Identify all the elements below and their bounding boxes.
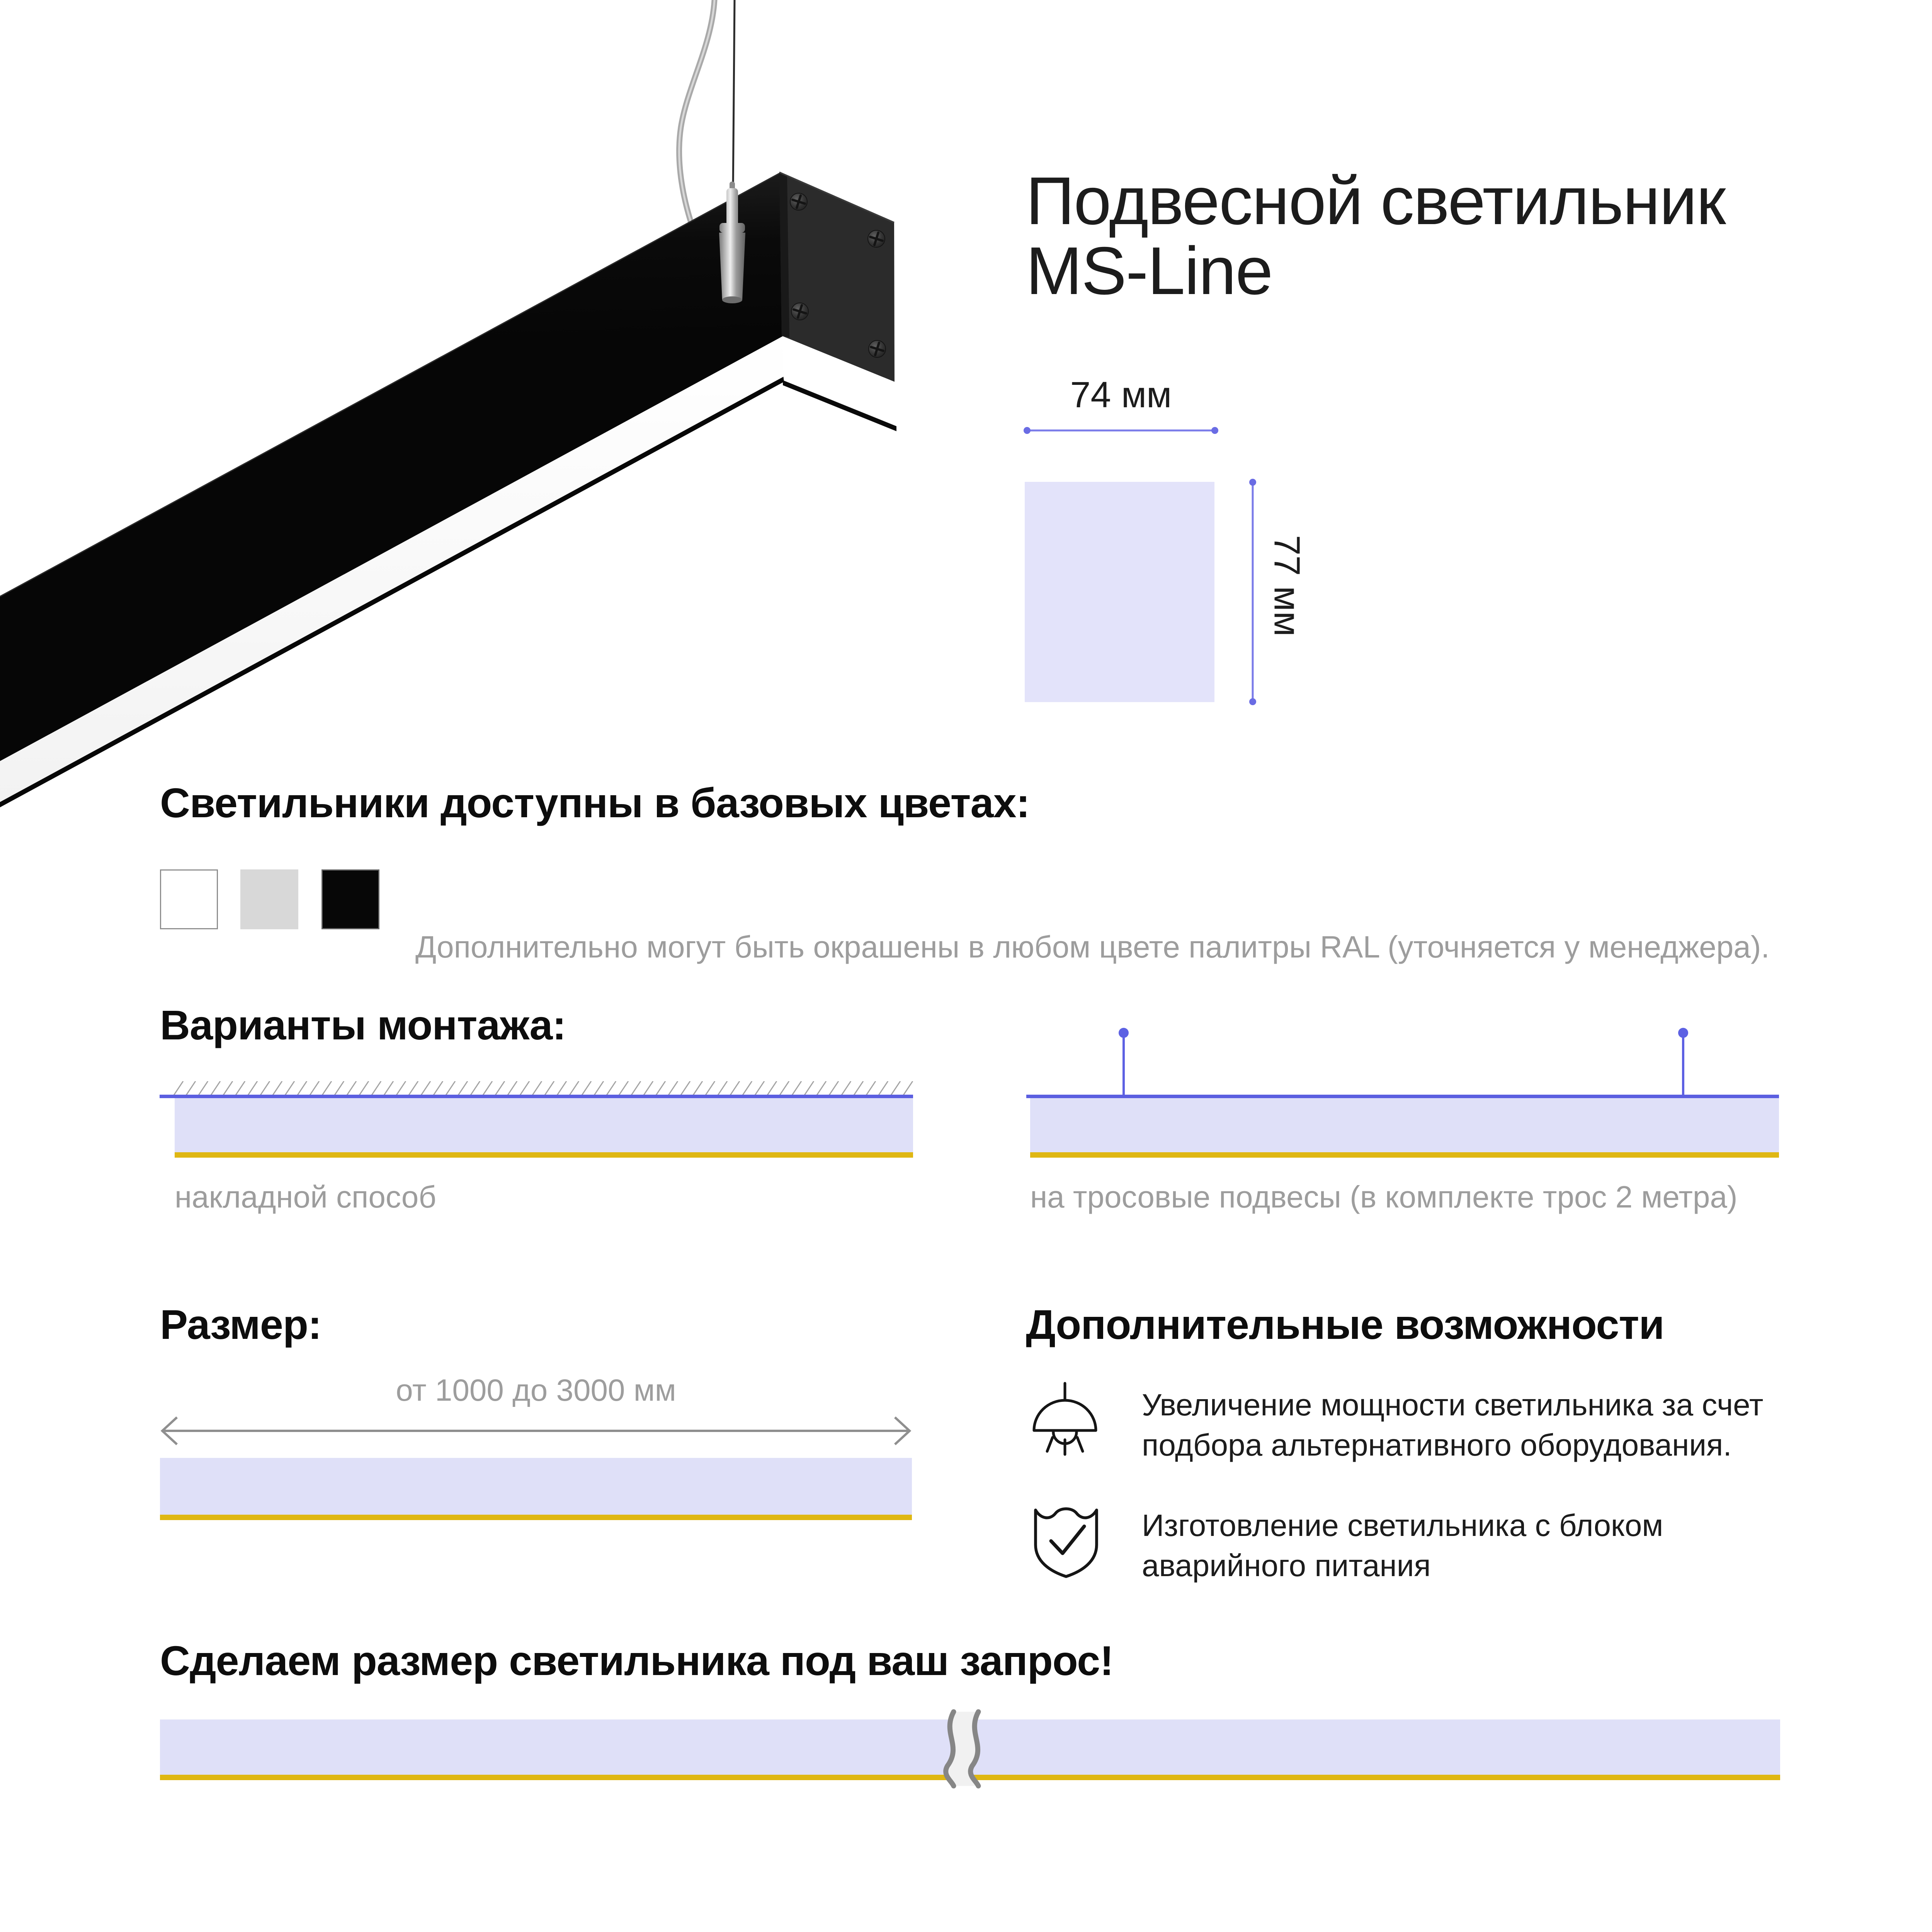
width-dimension-line [1022,423,1220,438]
feature-text-line: подбора альтернативного оборудования. [1142,1428,1732,1462]
feature-text [1142,1505,1663,1586]
height-dimension-line [1245,478,1260,706]
lamp-bar [175,1098,913,1152]
features-section-heading: Дополнительные возможности [1026,1301,1664,1348]
page-title-line2: MS-Line [1026,233,1272,309]
size-range-arrow [160,1415,912,1447]
mounting-section-heading: Варианты монтажа: [160,1002,566,1048]
feature-text-line: Увеличение мощности светильника за счет [1142,1388,1764,1422]
color-swatch-gray [240,869,298,929]
bar-break-icon [931,1707,1001,1789]
lamp-bar [1030,1098,1779,1152]
height-dimension-label: 77 мм [1266,535,1308,637]
mounting-option-suspended-label: на тросовые подвесы (в комплекте трос 2 метра) [1030,1180,1738,1214]
lamp-bar-glow-line [175,1152,913,1158]
ceiling-hatch [173,1081,914,1095]
size-bar [160,1458,912,1515]
profile-cross-section [1025,482,1214,702]
end-cap [779,172,895,382]
mounting-option-surface-label: накладной способ [175,1180,437,1214]
feature-text-line: Изготовление светильника с блоком [1142,1508,1663,1543]
pendant-lamp-icon [1033,1383,1097,1457]
size-bar-glow-line [160,1515,912,1520]
feature-text [1142,1385,1764,1465]
lamp-bar-glow-line [1030,1152,1779,1158]
shield-check-icon [1033,1503,1099,1580]
feature-text-line: аварийного питания [1142,1548,1431,1583]
color-swatch-black [321,869,379,929]
page-title [1026,163,1725,309]
suspension-pins [1024,1020,1781,1097]
size-section-heading: Размер: [160,1301,321,1348]
size-range-label: от 1000 до 3000 мм [396,1373,676,1407]
color-swatch-white [160,869,218,929]
ceiling-line [160,1095,913,1098]
width-dimension-label: 74 мм [1070,374,1172,415]
ral-note: Дополнительно могут быть окрашены в любом цвете палитры RAL (уточняется у менеджера). [415,930,1770,964]
page-title-line1: Подвесной светильник [1026,163,1725,239]
colors-section-heading: Светильники доступны в базовых цветах: [160,779,1030,826]
custom-size-heading: Сделаем размер светильника под ваш запрос! [160,1637,1114,1684]
ceiling-line [1026,1095,1779,1098]
